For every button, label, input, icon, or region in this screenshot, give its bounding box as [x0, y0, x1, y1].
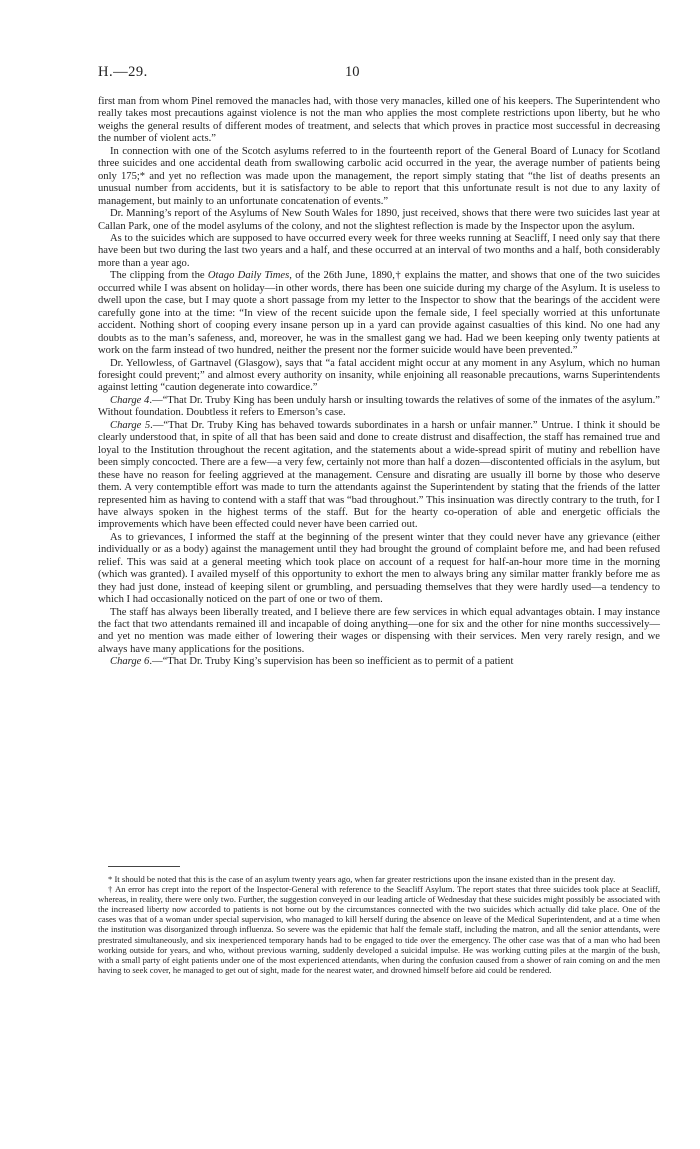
paragraph [98, 656, 660, 668]
footnote: * It should be noted that this is the case of an asylum twenty years ago, when far greater restrictions upon the insane existed than in the present day. [108, 874, 616, 884]
paragraph [98, 146, 660, 208]
footnote-divider [108, 866, 180, 867]
text-run: As to the suicides which are supposed to have occurred every week for three weeks running at Seacliff, I need only say that there have been but two during the last two years and a half, and these occurred at an interval of two months and a half, both considerably more than a year ago. [98, 232, 660, 269]
document-reference: H.—29. [98, 64, 148, 80]
text-run: In connection with one of the Scotch asylums referred to in the fourteenth report of the General Board of Lunacy for Scotland three suicides and one accidental death from swallowing carbolic acid occurred in the year, the average number of patients being only 175;* and yet no reflection was made upon the management, the report simply stating that “the list of deaths presents an unusual number from accidents, but it is satisfactory to be able to report that this unfortunate result is not due to any laxity of management, but mainly to an unfortunate concatenation of events.” [98, 145, 660, 207]
text-run: Dr. Yellowless, of Gartnavel (Glasgow), says that “a fatal accident might occur at any moment in any Asylum, which no human foresight could prevent;” and almost every authority on insanity, while enjoining all reasonable precautions, warns Superintendents against letting “caution degenerate into cowardice.” [98, 357, 660, 394]
paragraph [98, 270, 660, 357]
text-run: The staff has always been liberally treated, and I believe there are few services in which equal advantages obtain. I may instance the fact that two attendants remained ill and incapable of doing anything—one for six and the other for nine months successively—and yet no mention was made either of lowering their wages or dispensing with their services. Men very rarely resign, and we always have many applications for the positions. [98, 606, 660, 655]
text-run: .—“That Dr. Truby King’s supervision has been so inefficient as to permit of a patient [149, 656, 514, 668]
text-run: first man from whom Pinel removed the manacles had, with those very manacles, killed one of his keepers. The Superintendent who really takes most precautions against violence is not the man who applies the most complete restrictions upon liberty, but he who weighs the general results of different modes of treatment, and selects that which proves in practice most successful in decreasing the number of violent acts.” [98, 96, 660, 145]
italic-text: Otago Daily Times [207, 270, 290, 282]
footnotes [98, 874, 660, 975]
paragraph [98, 607, 660, 657]
italic-text: Charge 5 [110, 419, 151, 431]
page-header [98, 64, 652, 86]
text-run: Dr. Manning’s report of the Asylums of New South Wales for 1890, just received, shows that there were two suicides last year at Callan Park, one of the model asylums of the colony, and not the slightest reflection is made by the Inspector upon the asylum. [98, 208, 660, 232]
text-run: .—“That Dr. Truby King has been unduly harsh or insulting towards the relatives of some of the inmates of the asylum.” Without foundation. Doubtless it refers to Emerson’s case. [98, 394, 660, 419]
paragraph [98, 233, 660, 270]
body-text [98, 96, 660, 669]
paragraph [98, 395, 660, 420]
paragraph [98, 358, 660, 395]
italic-text: Charge 6 [110, 656, 150, 668]
footnote: † An error has crept into the report of the Inspector-General with reference to the Seacliff Asylum. The report states that three suicides took place at Seacliff, whereas, in reality, there were only two. Further, the suggestion conveyed in our leading article of Wednesday that these suicides might possibly be associated with the increased liberty now accorded to patients is not borne out by the circumstances connected with the two suicides which actually did take place. One of the cases was that of a woman under special supervision, who managed to kill herself during the absence on leave of the Medical Superintendent, and at a time when the institution was disorganized through influenza. So severe was the epidemic that half the female staff, including the matron, and all the senior attendants, were prestrated simultaneously, and six inexperienced temporary hands had to be engaged to tide over the emergency. The other case was that of a man who had been working outside for years, and who, without previous warning, suddenly developed a suicidal impulse. He was working cutting piles at the margin of the bush, with a small party of eight patients under one of the most experienced attendants, when during the confusion caused from a shower of rain coming on and the men having to seek cover, he managed to get out of sight, made for the nearest water, and drowned himself before aid could be rendered. [98, 884, 660, 975]
paragraph [98, 208, 660, 233]
text-run: .—“That Dr. Truby King has behaved towards subordinates in a harsh or unfair manner.” Untrue. I think it should be clearly understood that, in spite of all that has been said and done to create distrust and disaffection, the staff has remained true and loyal to the Institution throughout the recent agitation, and the statements about a wide-spread spirit of mutiny and rebellion have been simply concocted. There are a few—a very few, certainly not more than half a dozen—discontented officials in the asylum, but these have no reason for feeling aggrieved at the management. Censure and disrating are usually ill borne by those who deserve them. A very contemptible effort was made to turn the attendants against the Superintendent by stating that the friends of the latter represented him as having to contend with a staff that was “bad throughout.” This insinuation was directly contrary to the truth, for I have always spoken in the highest terms of the staff. But for the hearty co-operation of able and energetic officials the improvements which have been effected could never have been carried out. [98, 419, 660, 531]
page-number: 10 [345, 64, 360, 80]
italic-text: Charge 4 [110, 394, 150, 406]
paragraph [98, 532, 660, 607]
text-run: The clipping from the [110, 270, 208, 282]
text-run: , of the 26th June, 1890,† explains the matter, and shows that one of the two suicides occurred while I was absent on holiday—in other words, there has been one suicide during my charge of the Asylum. It is useless to dwell upon the case, but I may quote a short passage from my letter to the Inspector to show that the bearings of the accident were carefully gone into at the time: “In view of the recent suicide upon the female side, I feel specially worried at this unfortunate accident. Nothing short of cooping every insane person up in a yard can provide against casualties of this kind. No one had any doubts as to the man’s safeness, and, moreover, he was in the smallest gang we had. Had we been keeping only twenty patients at work on the farm instead of two hundred, neither the present nor the former suicide would have been prevented.” [98, 270, 660, 357]
text-run: As to grievances, I informed the staff at the beginning of the present winter that they could never have any grievance (either individually or as a body) against the management until they had brought the ground of complaint before me, and had been refused relief. This was said at a general meeting which took place on account of a request for half-an-hour more time in the morning (which was granted). I availed myself of this opportunity to exhort the men to always bring any similar matter frankly before me as they had just done, instead of keeping silent or grumbling, and persuading themselves that they were hardly used—a tendency to which I had occasionally noticed on the part of one or two of them. [98, 531, 660, 606]
paragraph [98, 96, 660, 146]
paragraph [98, 420, 660, 532]
